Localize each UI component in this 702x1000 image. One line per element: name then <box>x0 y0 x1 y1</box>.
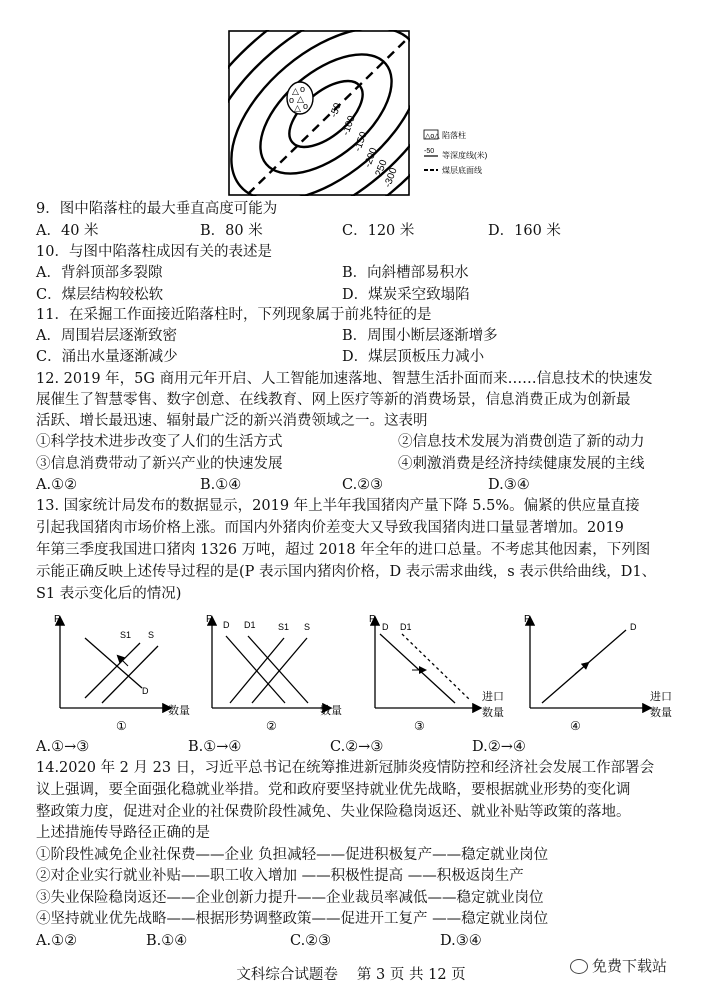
y-axis-label: P <box>524 614 531 625</box>
graph-number: ① <box>116 719 127 733</box>
legend-label: 等深度线(米) <box>442 151 488 160</box>
svg-text:△o△: △o△ <box>425 133 440 140</box>
shift-arrow <box>118 656 128 666</box>
q14-statement: ②对企业实行就业补贴——职工收入增加 ——积极性提高 ——积极返岗生产 <box>36 868 524 884</box>
q9-stem: 9．图中陷落柱的最大垂直高度可能为 <box>36 201 278 217</box>
contour-map <box>228 30 508 200</box>
q10-option-b[interactable]: B．向斜槽部易积水 <box>342 265 469 281</box>
contour-label: -100 <box>340 114 358 138</box>
y-axis-label: P <box>54 614 61 625</box>
wechat-icon <box>570 959 588 974</box>
contour-label: -50 <box>328 101 344 120</box>
contour-label: -200 <box>362 146 380 170</box>
map-legend <box>424 130 488 175</box>
curve-label: S1 <box>120 630 132 640</box>
q12-statement: ①科学技术进步改变了人们的生活方式 <box>36 434 283 450</box>
q14-statement: ③失业保险稳岗返还——企业创新力提升——企业裁员率减低——稳定就业岗位 <box>36 890 544 906</box>
q12-statement: ②信息技术发展为消费创造了新的动力 <box>398 434 645 450</box>
q13-line: 示能正确反映上述传导过程的是(P 表示国内猪肉价格，D 表示需求曲线，s 表示供给曲线，D1、 <box>36 564 657 580</box>
demand-curve-d <box>380 634 455 703</box>
q9-option-c[interactable]: C．120 米 <box>342 223 415 239</box>
q14-option-d[interactable]: D.③④ <box>440 933 482 949</box>
legend-label: 陷落柱 <box>442 131 466 140</box>
y-axis-label: P <box>206 614 213 625</box>
q13-option-a[interactable]: A.①→③ <box>36 739 90 755</box>
q13-option-c[interactable]: C.②→③ <box>330 739 384 755</box>
q14-statement: ④坚持就业优先战略——根据形势调整政策——促进开工复产 ——稳定就业岗位 <box>36 911 549 927</box>
q14-option-c[interactable]: C.②③ <box>290 933 332 949</box>
q12-option-b[interactable]: B.①④ <box>200 477 242 493</box>
q11-option-b[interactable]: B．周围小断层逐渐增多 <box>342 328 498 344</box>
q11-option-c[interactable]: C．涌出水量逐渐减少 <box>36 349 178 365</box>
contour-label: -250 <box>372 158 390 182</box>
q14-line: 14.2020 年 2 月 23 日，习近平总书记在统筹推进新冠肺炎疫情防控和经济社会发展工作部署会 <box>36 760 655 776</box>
collapse-column-icon <box>287 82 313 114</box>
q11-stem: 11．在采掘工作面接近陷落柱时，下列现象属于前兆特征的是 <box>36 307 432 323</box>
supply-curve-s <box>102 646 158 703</box>
contour-label: -300 <box>382 166 400 190</box>
svg-text:o: o <box>300 84 306 94</box>
x-axis-label: 数量 <box>650 707 672 719</box>
q10-option-c[interactable]: C．煤层结构较松软 <box>36 287 164 303</box>
svg-text:△: △ <box>297 94 304 104</box>
q12-option-c[interactable]: C.②③ <box>342 477 384 493</box>
legend-sample: -50 <box>424 148 435 155</box>
x-axis-label: 数量 <box>320 705 342 717</box>
q12-option-a[interactable]: A.①② <box>36 477 78 493</box>
q12-line: 展催生了智慧零售、数字创意、在线教育、网上医疗等新的消费场景，信息消费正成为创新最 <box>36 392 631 408</box>
y-axis-label: P <box>369 614 376 625</box>
graph-number: ② <box>266 719 277 733</box>
graph-number: ③ <box>414 719 425 733</box>
x-axis-label: 数量 <box>168 705 190 717</box>
q12-statement: ③信息消费带动了新兴产业的快速发展 <box>36 456 283 472</box>
q13-line: 引起我国猪肉市场价格上涨。而国内外猪肉价差变大又导致我国猪肉进口量显著增加。2019 <box>36 520 624 536</box>
demand-curve-d1 <box>402 634 470 700</box>
x-axis-label-top: 进口 <box>482 691 504 703</box>
q13-line: 年第三季度我国进口猪肉 1326 万吨，超过 2018 年全年的进口总量。不考虑其他因素，下列图 <box>36 542 651 558</box>
shift-arrow <box>575 663 588 674</box>
graph-3 <box>369 614 504 733</box>
curve-label: S1 <box>278 622 290 632</box>
curve-label: D <box>630 622 637 632</box>
q13-line: 13. 国家统计局发布的数据显示，2019 年上半年我国猪肉产量下降 5.5%。偏紧的供应量直接 <box>36 498 640 514</box>
graph-number: ④ <box>570 719 581 733</box>
legend-label: 煤层底面线 <box>442 166 482 175</box>
watermark <box>570 955 667 976</box>
q12-statement: ④刺激消费是经济持续健康发展的主线 <box>398 456 645 472</box>
graph-1 <box>54 614 190 733</box>
q12-line: 12. 2019 年，5G 商用元年开启、人工智能加速落地、智慧生活扑面而来……信息技术的快速发 <box>36 371 653 387</box>
curve-label: D <box>142 686 149 696</box>
demand-curve-d <box>85 638 142 688</box>
curve-label: S <box>304 622 311 632</box>
q12-line: 活跃、增长最迅速、辐射最广泛的新兴消费领域之一。这表明 <box>36 413 428 429</box>
page-footer: 文科综合试题卷 第 3 页 共 12 页 <box>236 967 466 983</box>
x-axis-label: 数量 <box>482 707 504 719</box>
q10-option-d[interactable]: D．煤炭采空致塌陷 <box>342 287 470 303</box>
q10-option-a[interactable]: A．背斜顶部多裂隙 <box>36 265 163 281</box>
svg-text:△: △ <box>292 86 299 96</box>
q11-option-a[interactable]: A．周围岩层逐渐致密 <box>36 328 177 344</box>
graph-4 <box>524 614 672 733</box>
contour-label: -150 <box>352 130 370 154</box>
curve-label: D <box>382 622 389 632</box>
q12-option-d[interactable]: D.③④ <box>488 477 530 493</box>
curve-label: D1 <box>400 622 412 632</box>
svg-text:△: △ <box>294 103 301 113</box>
curve-label: D1 <box>244 620 256 630</box>
svg-text:o: o <box>303 101 309 111</box>
curve-label: D <box>223 620 230 630</box>
q9-option-b[interactable]: B．80 米 <box>200 223 263 239</box>
q13-option-b[interactable]: B.①→④ <box>188 739 242 755</box>
supply-demand-graphs <box>30 608 695 738</box>
q11-option-d[interactable]: D．煤层顶板压力减小 <box>342 349 485 365</box>
demand-curve-d <box>226 636 285 703</box>
graph-2 <box>206 614 342 733</box>
q14-line: 上述措施传导路径正确的是 <box>36 825 210 841</box>
q14-statement: ①阶段性减免企业社保费——企业 负担减轻——促进积极复产——稳定就业岗位 <box>36 847 549 863</box>
q14-option-a[interactable]: A.①② <box>36 933 78 949</box>
q14-option-b[interactable]: B.①④ <box>146 933 188 949</box>
q14-line: 议上强调，要全面强化稳就业举措。党和政府要坚持就业优先战略，要根据就业形势的变化调 <box>36 782 631 798</box>
q10-stem: 10．与图中陷落柱成因有关的表述是 <box>36 244 272 260</box>
q13-option-d[interactable]: D.②→④ <box>472 739 526 755</box>
curve-label: S <box>148 630 155 640</box>
q9-option-a[interactable]: A．40 米 <box>36 223 99 239</box>
q13-line: S1 表示变化后的情况) <box>36 586 182 602</box>
q14-line: 整政策力度，促进对企业的社保费阶段性减免、失业保险稳岗返还、就业补贴等政策的落地。 <box>36 804 631 820</box>
x-axis-label-top: 进口 <box>650 691 672 703</box>
svg-text:o: o <box>289 95 295 105</box>
supply-curve-s1 <box>85 643 140 698</box>
q9-option-d[interactable]: D．160 米 <box>488 223 561 239</box>
watermark-text: 免费下载站 <box>592 957 668 975</box>
